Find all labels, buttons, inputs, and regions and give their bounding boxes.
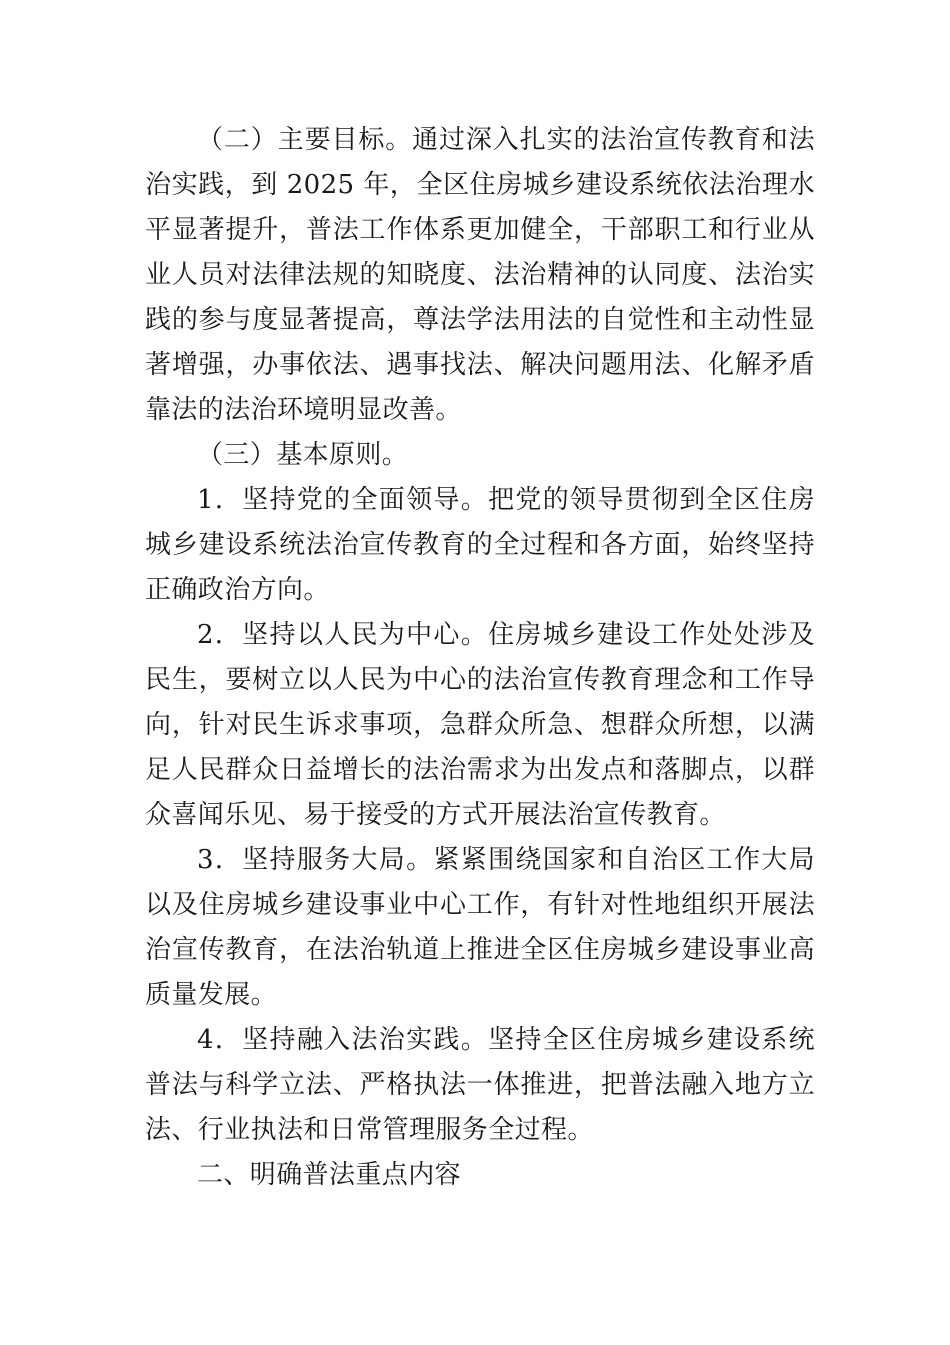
paragraph-principle-2: 2．坚持以人民为中心。住房城乡建设工作处处涉及民生，要树立以人民为中心的法治宣传教育理念和工作导向，针对民生诉求事项，急群众所急、想群众所想，以满足人民群众日益增长的法治需求为出发点和落脚点，以群众喜闻乐见、易于接受的方式开展法治宣传教育。 xyxy=(145,620,815,830)
paragraph-principle-1: 1．坚持党的全面领导。把党的领导贯彻到全区住房城乡建设系统法治宣传教育的全过程和各方面，始终坚持正确政治方向。 xyxy=(145,485,815,605)
document-body xyxy=(145,118,815,1198)
section-heading-2: 二、明确普法重点内容 xyxy=(197,1160,462,1190)
paragraph-principle-4: 4．坚持融入法治实践。坚持全区住房城乡建设系统普法与科学立法、严格执法一体推进，把普法融入地方立法、行业执法和日常管理服务全过程。 xyxy=(145,1025,815,1145)
paragraph-main-goals: （二）主要目标。通过深入扎实的法治宣传教育和法治实践，到 2025 年，全区住房城乡建设系统依法治理水平显著提升，普法工作体系更加健全，干部职工和行业从业人员对法律法规的知晓度、法治精神的认同度、法治实践的参与度显著提高，尊法学法用法的自觉性和主动性显著增强，办事依法、遇事找法、解决问题用法、化解矛盾靠法的法治环境明显改善。 xyxy=(145,125,815,425)
heading-basic-principles: （三）基本原则。 xyxy=(197,440,409,470)
paragraph-principle-3: 3．坚持服务大局。紧紧围绕国家和自治区工作大局以及住房城乡建设事业中心工作，有针对性地组织开展法治宣传教育，在法治轨道上推进全区住房城乡建设事业高质量发展。 xyxy=(145,845,815,1010)
